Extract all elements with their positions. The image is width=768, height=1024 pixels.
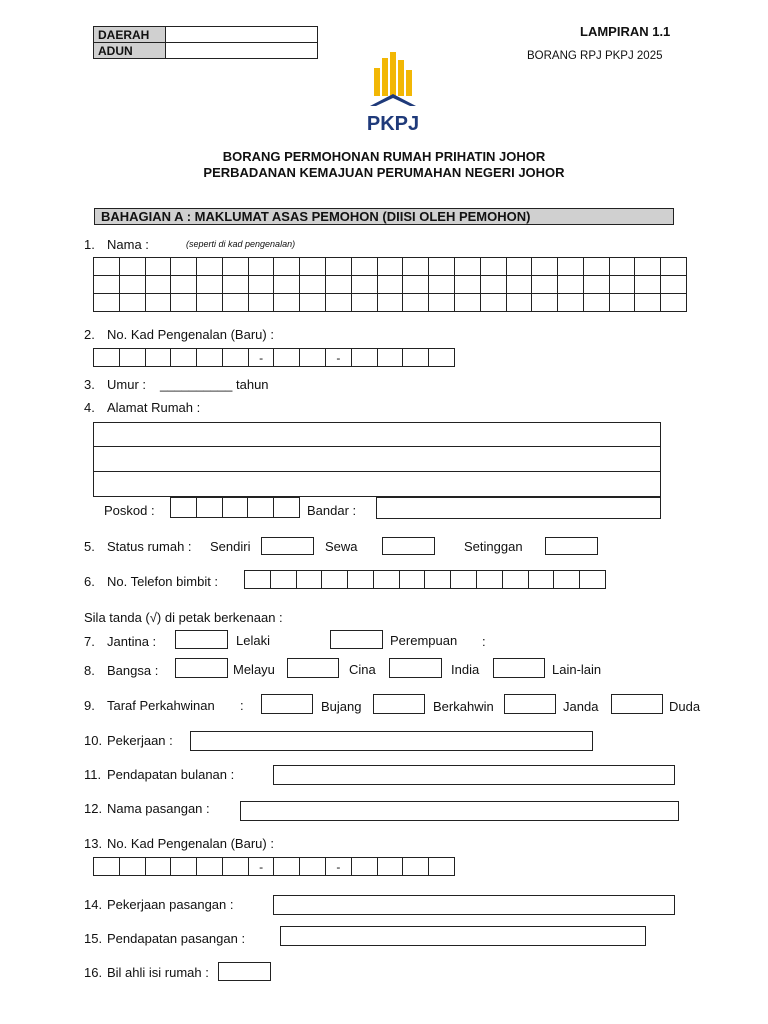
ic-digit-cell[interactable] bbox=[274, 349, 300, 367]
ic-number-grid[interactable] bbox=[93, 348, 455, 367]
name-char-cell[interactable] bbox=[661, 294, 687, 312]
name-char-cell[interactable] bbox=[145, 276, 171, 294]
q10-label: Pekerjaan : bbox=[107, 733, 173, 748]
name-char-cell[interactable] bbox=[300, 258, 326, 276]
taraf-duda-label: Duda bbox=[669, 699, 701, 714]
q11-number: 11. bbox=[84, 767, 102, 782]
q12-label: Nama pasangan : bbox=[107, 801, 210, 816]
q13-label: No. Kad Pengenalan (Baru) : bbox=[107, 836, 274, 851]
name-char-cell[interactable] bbox=[609, 258, 635, 276]
taraf-janda-label: Janda bbox=[563, 699, 599, 714]
jantina-perempuan-checkbox[interactable] bbox=[330, 630, 383, 649]
q10-number: 10. bbox=[84, 733, 103, 748]
ic-digit-cell: - bbox=[326, 349, 352, 367]
q11-label: Pendapatan bulanan : bbox=[107, 767, 235, 782]
taraf-bujang-checkbox[interactable] bbox=[261, 694, 313, 714]
form-title-line2: PERBADANAN KEMAJUAN PERUMAHAN NEGERI JOHOR bbox=[203, 165, 565, 180]
adun-label: ADUN bbox=[94, 43, 166, 59]
pkpj-logo bbox=[358, 50, 428, 136]
name-char-cell[interactable] bbox=[506, 258, 532, 276]
status-sendiri-label: Sendiri bbox=[210, 539, 251, 554]
name-char-cell[interactable] bbox=[326, 258, 352, 276]
q2-label: No. Kad Pengenalan (Baru) : bbox=[107, 327, 274, 342]
name-char-cell[interactable] bbox=[145, 294, 171, 312]
age-field[interactable]: __________ bbox=[160, 377, 233, 392]
phone-digit-cell[interactable] bbox=[580, 571, 606, 589]
spouse-ic-digit-cell[interactable] bbox=[300, 858, 326, 876]
daerah-field[interactable] bbox=[166, 27, 318, 43]
name-char-cell[interactable] bbox=[429, 258, 455, 276]
name-char-cell[interactable] bbox=[635, 276, 661, 294]
status-setinggan-label: Setinggan bbox=[464, 539, 523, 554]
name-char-cell[interactable] bbox=[222, 258, 248, 276]
name-char-cell[interactable] bbox=[197, 258, 223, 276]
q9-label: Taraf Perkahwinan bbox=[107, 698, 215, 713]
name-char-cell[interactable] bbox=[661, 276, 687, 294]
phone-digit-cell[interactable] bbox=[270, 571, 296, 589]
ic-digit-cell[interactable] bbox=[351, 349, 377, 367]
spouse-ic-digit-cell[interactable] bbox=[377, 858, 403, 876]
name-char-cell[interactable] bbox=[351, 258, 377, 276]
name-char-cell[interactable] bbox=[480, 258, 506, 276]
name-char-cell[interactable] bbox=[583, 258, 609, 276]
name-char-cell[interactable] bbox=[429, 276, 455, 294]
ic-digit-cell[interactable] bbox=[377, 349, 403, 367]
name-char-cell[interactable] bbox=[171, 276, 197, 294]
phone-digit-cell[interactable] bbox=[399, 571, 425, 589]
bil-ahli-field[interactable] bbox=[218, 962, 271, 981]
spouse-ic-digit-cell[interactable] bbox=[119, 858, 145, 876]
spouse-ic-digit-cell[interactable] bbox=[222, 858, 248, 876]
q3-label: Umur : bbox=[107, 377, 146, 392]
name-char-cell[interactable] bbox=[351, 276, 377, 294]
status-sewa-label: Sewa bbox=[325, 539, 358, 554]
pendapatan-pasangan-field[interactable] bbox=[280, 926, 646, 946]
phone-digit-cell[interactable] bbox=[477, 571, 503, 589]
bangsa-melayu-checkbox[interactable] bbox=[175, 658, 228, 678]
q16-number: 16. bbox=[84, 965, 103, 980]
name-char-cell[interactable] bbox=[222, 276, 248, 294]
poskod-grid[interactable] bbox=[170, 497, 300, 518]
q7-number: 7. bbox=[84, 634, 95, 649]
name-char-cell[interactable] bbox=[506, 294, 532, 312]
address-line-3[interactable] bbox=[93, 471, 661, 497]
phone-digit-cell[interactable] bbox=[528, 571, 554, 589]
q12-number: 12. bbox=[84, 801, 103, 816]
ic-digit-cell[interactable] bbox=[145, 349, 171, 367]
spouse-ic-digit-cell[interactable] bbox=[429, 858, 455, 876]
jantina-lelaki-checkbox[interactable] bbox=[175, 630, 228, 649]
name-char-cell[interactable] bbox=[403, 258, 429, 276]
poskod-digit-cell[interactable] bbox=[248, 498, 274, 518]
ic-digit-cell[interactable] bbox=[429, 349, 455, 367]
poskod-digit-cell[interactable] bbox=[274, 498, 300, 518]
poskod-label: Poskod : bbox=[104, 503, 155, 518]
name-char-cell[interactable] bbox=[197, 276, 223, 294]
name-char-cell[interactable] bbox=[583, 276, 609, 294]
pkpj-logo-icon bbox=[358, 50, 428, 136]
spouse-ic-digit-cell[interactable] bbox=[94, 858, 120, 876]
name-char-cell[interactable] bbox=[119, 294, 145, 312]
age-unit: tahun bbox=[236, 377, 269, 392]
name-char-cell[interactable] bbox=[274, 276, 300, 294]
name-char-cell[interactable] bbox=[94, 294, 120, 312]
name-char-cell[interactable] bbox=[558, 258, 584, 276]
bangsa-india-checkbox[interactable] bbox=[389, 658, 442, 678]
q1-hint: (seperti di kad pengenalan) bbox=[186, 239, 296, 249]
q3-number: 3. bbox=[84, 377, 95, 392]
ic-digit-cell[interactable] bbox=[300, 349, 326, 367]
name-char-cell[interactable] bbox=[635, 294, 661, 312]
q8-label: Bangsa : bbox=[107, 663, 159, 678]
name-char-cell[interactable] bbox=[171, 258, 197, 276]
ic-digit-cell[interactable] bbox=[197, 349, 223, 367]
q9-number: 9. bbox=[84, 698, 95, 713]
poskod-digit-cell[interactable] bbox=[196, 498, 222, 518]
q1-number: 1. bbox=[84, 237, 95, 252]
bandar-field[interactable] bbox=[376, 497, 661, 519]
status-sendiri-checkbox[interactable] bbox=[261, 537, 314, 555]
form-title-line1: BORANG PERMOHONAN RUMAH PRIHATIN JOHOR bbox=[222, 149, 546, 164]
q13-number: 13. bbox=[84, 836, 103, 851]
jantina-perempuan-label: Perempuan bbox=[390, 633, 458, 648]
ic-digit-cell[interactable] bbox=[171, 349, 197, 367]
bangsa-melayu-label: Melayu bbox=[233, 662, 275, 677]
status-setinggan-checkbox[interactable] bbox=[545, 537, 598, 555]
phone-digit-cell[interactable] bbox=[322, 571, 348, 589]
ic-digit-cell[interactable] bbox=[222, 349, 248, 367]
name-char-cell[interactable] bbox=[197, 294, 223, 312]
q15-label: Pendapatan pasangan : bbox=[107, 931, 246, 946]
ic-digit-cell[interactable] bbox=[94, 349, 120, 367]
name-char-cell[interactable] bbox=[429, 294, 455, 312]
name-char-cell[interactable] bbox=[300, 276, 326, 294]
phone-digit-cell[interactable] bbox=[502, 571, 528, 589]
q8-number: 8. bbox=[84, 663, 95, 678]
name-char-cell[interactable] bbox=[532, 258, 558, 276]
phone-grid[interactable] bbox=[244, 570, 606, 589]
name-char-cell[interactable] bbox=[403, 276, 429, 294]
name-char-cell[interactable] bbox=[480, 276, 506, 294]
daerah-label: DAERAH bbox=[94, 27, 166, 43]
phone-digit-cell[interactable] bbox=[425, 571, 451, 589]
taraf-berkahwin-checkbox[interactable] bbox=[373, 694, 425, 714]
name-char-cell[interactable] bbox=[119, 276, 145, 294]
q5-label: Status rumah : bbox=[107, 539, 192, 554]
bandar-label: Bandar : bbox=[307, 503, 357, 518]
name-char-cell[interactable] bbox=[532, 276, 558, 294]
taraf-bujang-label: Bujang bbox=[321, 699, 362, 714]
spouse-ic-digit-cell[interactable] bbox=[197, 858, 223, 876]
phone-digit-cell[interactable] bbox=[245, 571, 271, 589]
spouse-ic-number-grid[interactable] bbox=[93, 857, 455, 876]
ic-digit-cell[interactable] bbox=[403, 349, 429, 367]
name-char-cell[interactable] bbox=[351, 294, 377, 312]
q4-number: 4. bbox=[84, 400, 95, 415]
name-char-cell[interactable] bbox=[326, 276, 352, 294]
name-char-cell[interactable] bbox=[609, 294, 635, 312]
q6-label: No. Telefon bimbit : bbox=[107, 574, 219, 589]
q1-label: Nama : bbox=[107, 237, 149, 252]
ic-digit-cell: - bbox=[248, 349, 274, 367]
address-line-2[interactable] bbox=[93, 446, 661, 472]
bangsa-cina-label: Cina bbox=[349, 662, 376, 677]
q9-colon: : bbox=[240, 698, 244, 713]
name-char-cell[interactable] bbox=[300, 294, 326, 312]
q7-label: Jantina : bbox=[107, 634, 157, 649]
phone-digit-cell[interactable] bbox=[373, 571, 399, 589]
spouse-ic-digit-cell[interactable] bbox=[403, 858, 429, 876]
section-a-header: BAHAGIAN A : MAKLUMAT ASAS PEMOHON (DIISI OLEH PEMOHON) bbox=[94, 208, 674, 225]
name-char-cell[interactable] bbox=[248, 258, 274, 276]
phone-digit-cell[interactable] bbox=[348, 571, 374, 589]
q14-label: Pekerjaan pasangan : bbox=[107, 897, 234, 912]
name-char-cell[interactable] bbox=[403, 294, 429, 312]
phone-digit-cell[interactable] bbox=[296, 571, 322, 589]
bangsa-india-label: India bbox=[451, 662, 480, 677]
name-char-cell[interactable] bbox=[171, 294, 197, 312]
spouse-ic-digit-cell[interactable] bbox=[171, 858, 197, 876]
pekerjaan-pasangan-field[interactable] bbox=[273, 895, 675, 915]
spouse-ic-digit-cell[interactable] bbox=[274, 858, 300, 876]
taraf-janda-checkbox[interactable] bbox=[504, 694, 556, 714]
adun-field[interactable] bbox=[166, 43, 318, 59]
name-char-cell[interactable] bbox=[145, 258, 171, 276]
q5-number: 5. bbox=[84, 539, 95, 554]
name-grid[interactable] bbox=[93, 257, 687, 312]
name-char-cell[interactable] bbox=[506, 276, 532, 294]
name-char-cell[interactable] bbox=[609, 276, 635, 294]
name-char-cell[interactable] bbox=[377, 276, 403, 294]
name-char-cell[interactable] bbox=[119, 258, 145, 276]
spouse-ic-digit-cell[interactable] bbox=[145, 858, 171, 876]
name-char-cell[interactable] bbox=[274, 294, 300, 312]
logo-text: PKPJ bbox=[366, 113, 420, 135]
poskod-digit-cell[interactable] bbox=[171, 498, 197, 518]
name-char-cell[interactable] bbox=[635, 258, 661, 276]
name-char-cell[interactable] bbox=[248, 276, 274, 294]
phone-digit-cell[interactable] bbox=[451, 571, 477, 589]
jantina-lelaki-label: Lelaki bbox=[236, 633, 270, 648]
borang-code: BORANG RPJ PKPJ 2025 bbox=[527, 50, 663, 62]
name-char-cell[interactable] bbox=[454, 294, 480, 312]
lampiran-label: LAMPIRAN 1.1 bbox=[580, 24, 671, 39]
ic-digit-cell[interactable] bbox=[119, 349, 145, 367]
name-char-cell[interactable] bbox=[558, 276, 584, 294]
spouse-ic-digit-cell: - bbox=[326, 858, 352, 876]
name-char-cell[interactable] bbox=[377, 258, 403, 276]
q14-number: 14. bbox=[84, 897, 103, 912]
q4-label: Alamat Rumah : bbox=[107, 400, 201, 415]
name-char-cell[interactable] bbox=[661, 258, 687, 276]
poskod-digit-cell[interactable] bbox=[222, 498, 248, 518]
name-char-cell[interactable] bbox=[248, 294, 274, 312]
name-char-cell[interactable] bbox=[532, 294, 558, 312]
name-char-cell[interactable] bbox=[454, 276, 480, 294]
name-char-cell[interactable] bbox=[480, 294, 506, 312]
pekerjaan-field[interactable] bbox=[190, 731, 593, 751]
q6-number: 6. bbox=[84, 574, 95, 589]
q7-trailing-colon: : bbox=[482, 634, 486, 649]
nama-pasangan-field[interactable] bbox=[240, 801, 679, 821]
pendapatan-field[interactable] bbox=[273, 765, 675, 785]
name-char-cell[interactable] bbox=[583, 294, 609, 312]
taraf-berkahwin-label: Berkahwin bbox=[433, 699, 494, 714]
name-char-cell[interactable] bbox=[222, 294, 248, 312]
bangsa-lain-label: Lain-lain bbox=[552, 662, 602, 677]
phone-digit-cell[interactable] bbox=[554, 571, 580, 589]
name-char-cell[interactable] bbox=[326, 294, 352, 312]
taraf-duda-checkbox[interactable] bbox=[611, 694, 663, 714]
spouse-ic-digit-cell[interactable] bbox=[351, 858, 377, 876]
q15-number: 15. bbox=[84, 931, 103, 946]
region-table bbox=[93, 26, 318, 59]
name-char-cell[interactable] bbox=[377, 294, 403, 312]
name-char-cell[interactable] bbox=[94, 258, 120, 276]
q2-number: 2. bbox=[84, 327, 95, 342]
tick-instruction: Sila tanda (√) di petak berkenaan : bbox=[84, 610, 283, 625]
name-char-cell[interactable] bbox=[94, 276, 120, 294]
q16-label: Bil ahli isi rumah : bbox=[107, 965, 209, 980]
name-char-cell[interactable] bbox=[558, 294, 584, 312]
name-char-cell[interactable] bbox=[274, 258, 300, 276]
status-sewa-checkbox[interactable] bbox=[382, 537, 435, 555]
address-line-1[interactable] bbox=[93, 422, 661, 447]
name-char-cell[interactable] bbox=[454, 258, 480, 276]
bangsa-cina-checkbox[interactable] bbox=[287, 658, 339, 678]
spouse-ic-digit-cell: - bbox=[248, 858, 274, 876]
bangsa-lain-checkbox[interactable] bbox=[493, 658, 545, 678]
